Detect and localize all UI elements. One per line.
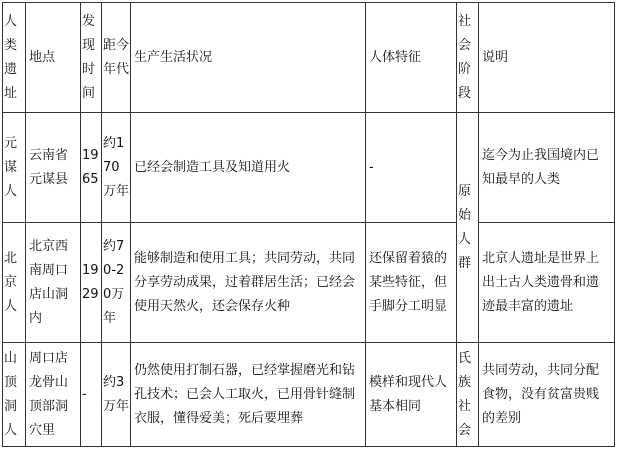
table-row [3, 113, 615, 223]
age-cell: 约3万年 [102, 343, 131, 447]
header-stage: 社会阶段 [457, 3, 479, 113]
note-cell: 迄今为止我国境内已知最早的人类 [479, 113, 615, 223]
table-row [3, 343, 615, 447]
header-note: 说明 [479, 3, 615, 113]
header-row [3, 3, 615, 113]
stage-cell: 氏族社会 [457, 343, 479, 447]
header-year: 发现时间 [81, 3, 102, 113]
traits-cell: - [366, 113, 457, 223]
age-cell: 约70-20万年 [102, 223, 131, 343]
header-life: 生产生活状况 [131, 3, 366, 113]
year-cell: 1965 [81, 113, 102, 223]
header-site: 人类遗址 [3, 3, 26, 113]
location-cell: 周口店龙骨山顶部洞穴里 [26, 343, 81, 447]
location-cell: 云南省元谋县 [26, 113, 81, 223]
site-table [2, 2, 615, 447]
note-cell: 共同劳动，共同分配食物，没有贫富贵贱的差别 [479, 343, 615, 447]
life-cell: 仍然使用打制石器，已经掌握磨光和钻孔技术；已会人工取火，已用骨针缝制衣服，懂得爱美；死后要埋葬 [131, 343, 366, 447]
age-cell: 约170万年 [102, 113, 131, 223]
header-age: 距今年代 [102, 3, 131, 113]
year-cell: 1929 [81, 223, 102, 343]
note-cell: 北京人遗址是世界上出土古人类遗骨和遗迹最丰富的遗址 [479, 223, 615, 343]
site-cell: 北京人 [3, 223, 26, 343]
site-cell: 元谋人 [3, 113, 26, 223]
life-cell: 能够制造和使用工具；共同劳动，共同分享劳动成果，过着群居生活；已经会使用天然火，还会保存火种 [131, 223, 366, 343]
traits-cell: 还保留着猿的某些特征，但手脚分工明显 [366, 223, 457, 343]
traits-cell: 模样和现代人基本相同 [366, 343, 457, 447]
table-row [3, 223, 615, 343]
stage-cell: 原始人群 [457, 113, 479, 343]
life-cell: 已经会制造工具及知道用火 [131, 113, 366, 223]
header-location: 地点 [26, 3, 81, 113]
year-cell: - [81, 343, 102, 447]
location-cell: 北京西南周口店山洞内 [26, 223, 81, 343]
site-cell: 山顶洞人 [3, 343, 26, 447]
header-traits: 人体特征 [366, 3, 457, 113]
